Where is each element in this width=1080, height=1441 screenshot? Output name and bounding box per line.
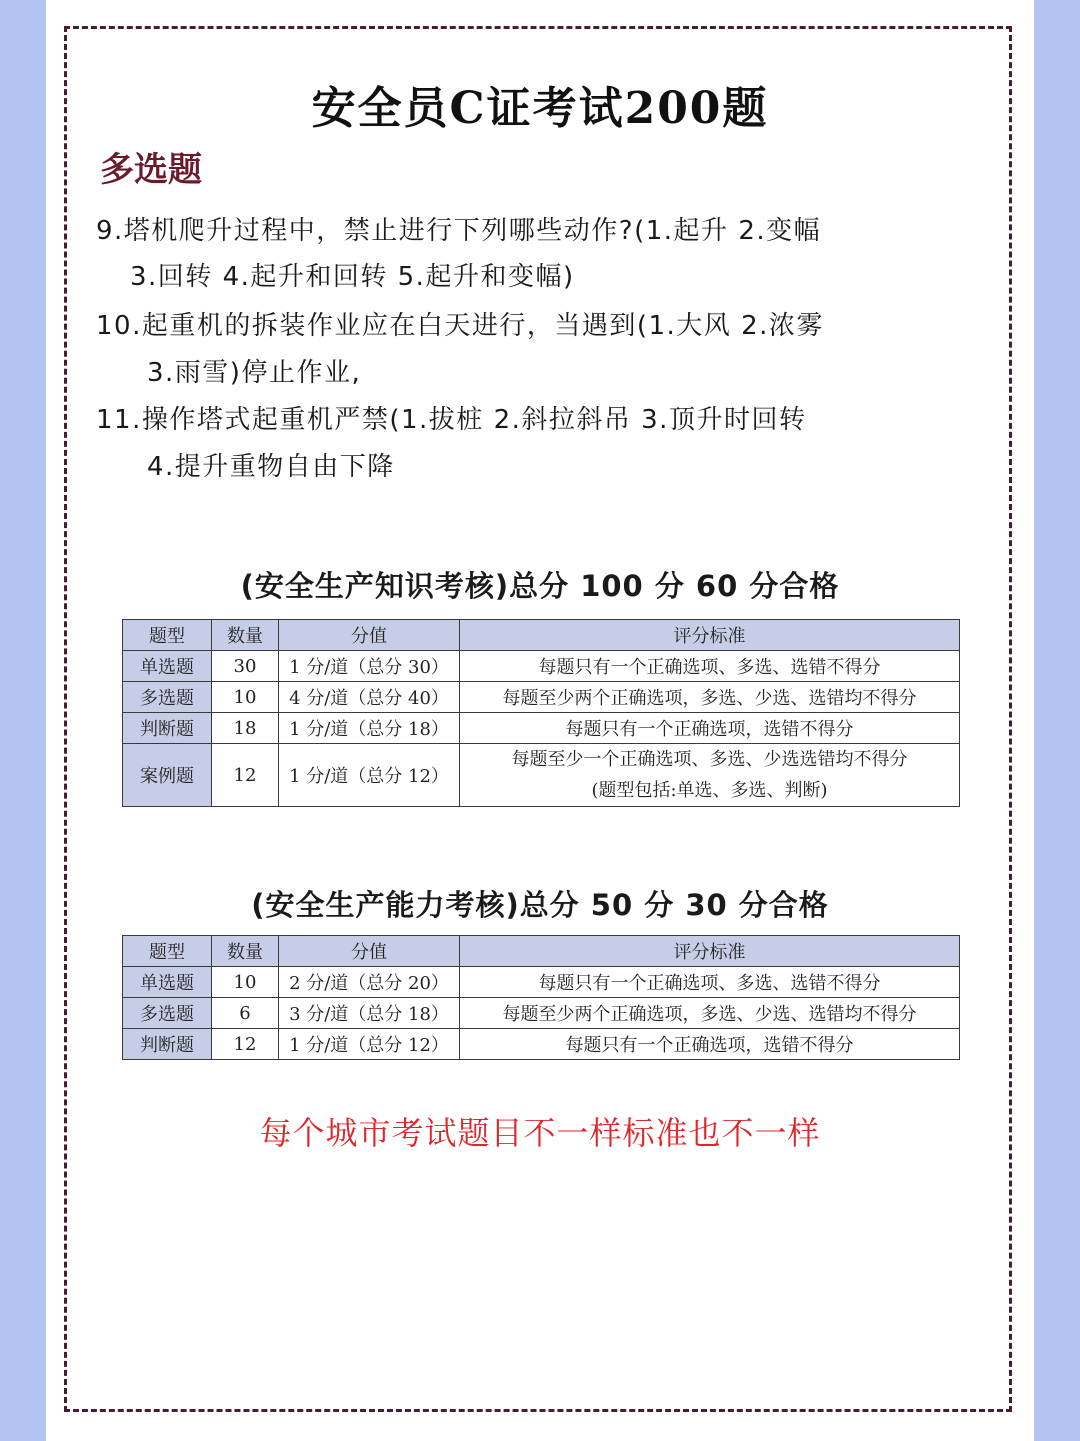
table2-title: (安全生产能力考核)总分 50 分 30 分合格 <box>251 888 829 922</box>
footer-note: 每个城市考试题目不一样标准也不一样 <box>259 1114 821 1152</box>
row-rule <box>460 744 960 807</box>
table-row <box>123 713 960 744</box>
row-count: 10 <box>212 682 279 713</box>
table1-header-type: 题型 <box>123 620 212 651</box>
row-type: 判断题 <box>123 1029 212 1060</box>
row-rule: 每题至少两个正确选项，多选、少选、选错均不得分 <box>460 682 960 713</box>
table1-header-count: 数量 <box>212 620 279 651</box>
section-label: 多选题 <box>100 150 202 190</box>
question-9-line1: 9.塔机爬升过程中，禁止进行下列哪些动作?(1.起升 2.变幅 <box>96 216 822 246</box>
table2-header-rule: 评分标准 <box>460 936 960 967</box>
row-rule: 每题只有一个正确选项，选错不得分 <box>460 713 960 744</box>
table-row <box>123 1029 960 1060</box>
row-rule: 每题只有一个正确选项、多选、选错不得分 <box>460 651 960 682</box>
table2-header-score: 分值 <box>279 936 460 967</box>
row-score: 2 分/道（总分 20） <box>279 967 460 998</box>
row-rule: 每题只有一个正确选项、多选、选错不得分 <box>460 967 960 998</box>
table-row <box>123 998 960 1029</box>
row-type: 多选题 <box>123 682 212 713</box>
table2-header-count: 数量 <box>212 936 279 967</box>
question-9-line2: 3.回转 4.起升和回转 5.起升和变幅) <box>130 262 575 292</box>
table-row <box>123 651 960 682</box>
row-count: 30 <box>212 651 279 682</box>
row-score: 1 分/道（总分 12） <box>279 744 460 807</box>
row-type: 单选题 <box>123 967 212 998</box>
table2 <box>122 935 960 1060</box>
table1 <box>122 619 960 807</box>
question-10-line2: 3.雨雪)停止作业, <box>147 358 362 388</box>
row-score: 4 分/道（总分 40） <box>279 682 460 713</box>
row-score: 1 分/道（总分 12） <box>279 1029 460 1060</box>
row-score: 1 分/道（总分 18） <box>279 713 460 744</box>
table1-title: (安全生产知识考核)总分 100 分 60 分合格 <box>240 569 840 603</box>
table-row <box>123 744 960 807</box>
row-rule-line1: 每题至少一个正确选项、多选、少选选错均不得分 <box>511 749 908 770</box>
question-10-line1: 10.起重机的拆装作业应在白天进行，当遇到(1.大风 2.浓雾 <box>96 311 824 341</box>
row-count: 10 <box>212 967 279 998</box>
table2-header-type: 题型 <box>123 936 212 967</box>
row-rule: 每题至少两个正确选项，多选、少选、选错均不得分 <box>460 998 960 1029</box>
table1-header-rule: 评分标准 <box>460 620 960 651</box>
row-type: 多选题 <box>123 998 212 1029</box>
row-count: 6 <box>212 998 279 1029</box>
row-rule-line2: (题型包括:单选、多选、判断) <box>591 780 828 801</box>
row-type: 案例题 <box>123 744 212 807</box>
table1-header-score: 分值 <box>279 620 460 651</box>
row-count: 12 <box>212 744 279 807</box>
question-11-line1: 11.操作塔式起重机严禁(1.拔桩 2.斜拉斜吊 3.顶升时回转 <box>96 405 807 435</box>
row-score: 1 分/道（总分 30） <box>279 651 460 682</box>
table-row <box>123 682 960 713</box>
table-row <box>123 967 960 998</box>
row-count: 12 <box>212 1029 279 1060</box>
question-11-line2: 4.提升重物自由下降 <box>147 452 395 482</box>
row-type: 判断题 <box>123 713 212 744</box>
row-count: 18 <box>212 713 279 744</box>
row-type: 单选题 <box>123 651 212 682</box>
page-title: 安全员C证考试200题 <box>311 83 769 134</box>
row-rule: 每题只有一个正确选项，选错不得分 <box>460 1029 960 1060</box>
row-score: 3 分/道（总分 18） <box>279 998 460 1029</box>
